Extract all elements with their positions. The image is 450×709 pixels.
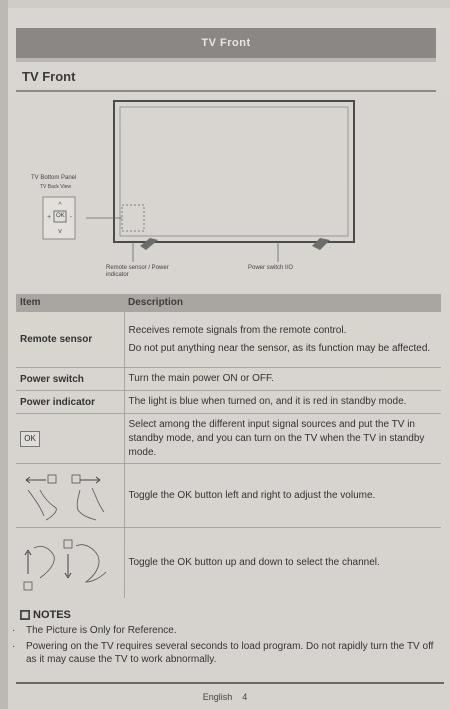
row-description xyxy=(124,368,441,391)
note-text: The Picture is Only for Reference. xyxy=(26,625,177,636)
page-number: 4 xyxy=(242,692,248,702)
panel-sublabel: TV Back View xyxy=(40,184,72,190)
row-description xyxy=(124,528,441,598)
row-item-ok xyxy=(16,414,124,464)
description-line: Toggle the OK button left and right to adjust the volume. xyxy=(128,489,376,501)
notes-list xyxy=(12,624,446,669)
description-line: Do not put anything near the sensor, as its function may be affected. xyxy=(128,342,431,354)
section-title: TV Front xyxy=(22,69,76,84)
hand-toggle-left-right-icon xyxy=(20,468,116,524)
table-row xyxy=(16,391,441,414)
tv-front-diagram xyxy=(0,0,450,300)
tv-stand-right xyxy=(312,238,330,250)
description-line: Turn the main power ON or OFF. xyxy=(128,373,274,384)
volume-illustration-cell xyxy=(16,464,124,528)
row-item: Power indicator xyxy=(16,391,124,414)
header-item: Item xyxy=(16,294,124,312)
table-row xyxy=(16,528,441,598)
table-row xyxy=(16,312,441,368)
row-item: Power switch xyxy=(16,368,124,391)
notes-heading-text: NOTES xyxy=(33,609,71,621)
controls-table xyxy=(16,294,441,598)
row-description xyxy=(124,391,441,414)
table-header-row xyxy=(16,294,441,312)
list-item xyxy=(12,640,446,666)
channel-illustration-cell xyxy=(16,528,124,598)
tv-screen-outline xyxy=(114,101,354,242)
panel-label: TV Bottom Panel xyxy=(31,175,77,181)
row-description xyxy=(124,312,441,368)
banner-title: TV Front xyxy=(16,28,436,58)
chevron-down-icon: v xyxy=(58,228,62,235)
table-row xyxy=(16,414,441,464)
row-description xyxy=(124,414,441,464)
footer-divider xyxy=(16,682,444,684)
notes-heading xyxy=(20,609,71,621)
footer-language: English xyxy=(202,692,233,702)
table-row xyxy=(16,464,441,528)
list-item xyxy=(12,624,446,637)
chevron-up-icon: ^ xyxy=(58,202,62,209)
description-line: Select among the different input signal sources and put the TV in standby mode, and you can turn on the TV when the TV in standby mode. xyxy=(128,418,425,458)
power-switch-callout: Power switch I/O xyxy=(248,265,294,271)
hand-toggle-up-down-icon xyxy=(20,532,116,594)
remote-sensor-callout: Remote sensor / Power indicator xyxy=(106,265,169,278)
bullet-icon: · xyxy=(12,641,16,652)
minus-icon: - xyxy=(69,214,73,221)
tv-stand-left xyxy=(140,238,158,250)
bullet-icon: · xyxy=(12,625,16,636)
page-footer xyxy=(0,692,450,702)
panel-ok-label: OK xyxy=(56,213,65,219)
description-line: Toggle the OK button up and down to select the channel. xyxy=(128,556,380,568)
tv-screen-inner xyxy=(120,107,348,236)
ok-button-icon: OK xyxy=(20,431,40,447)
table-row xyxy=(16,368,441,391)
row-description xyxy=(124,464,441,528)
row-item: Remote sensor xyxy=(16,312,124,368)
note-text: Powering on the TV requires several seconds to load program. Do not rapidly turn the TV off as it may cause the TV to work abnormally. xyxy=(26,641,434,665)
bottom-panel-highlight xyxy=(122,205,144,231)
plus-icon: + xyxy=(46,214,52,221)
header-description: Description xyxy=(124,294,441,312)
description-line: Receives remote signals from the remote control. xyxy=(128,324,347,336)
description-line: The light is blue when turned on, and it is red in standby mode. xyxy=(128,396,407,407)
notes-icon: ▦ xyxy=(21,610,29,619)
